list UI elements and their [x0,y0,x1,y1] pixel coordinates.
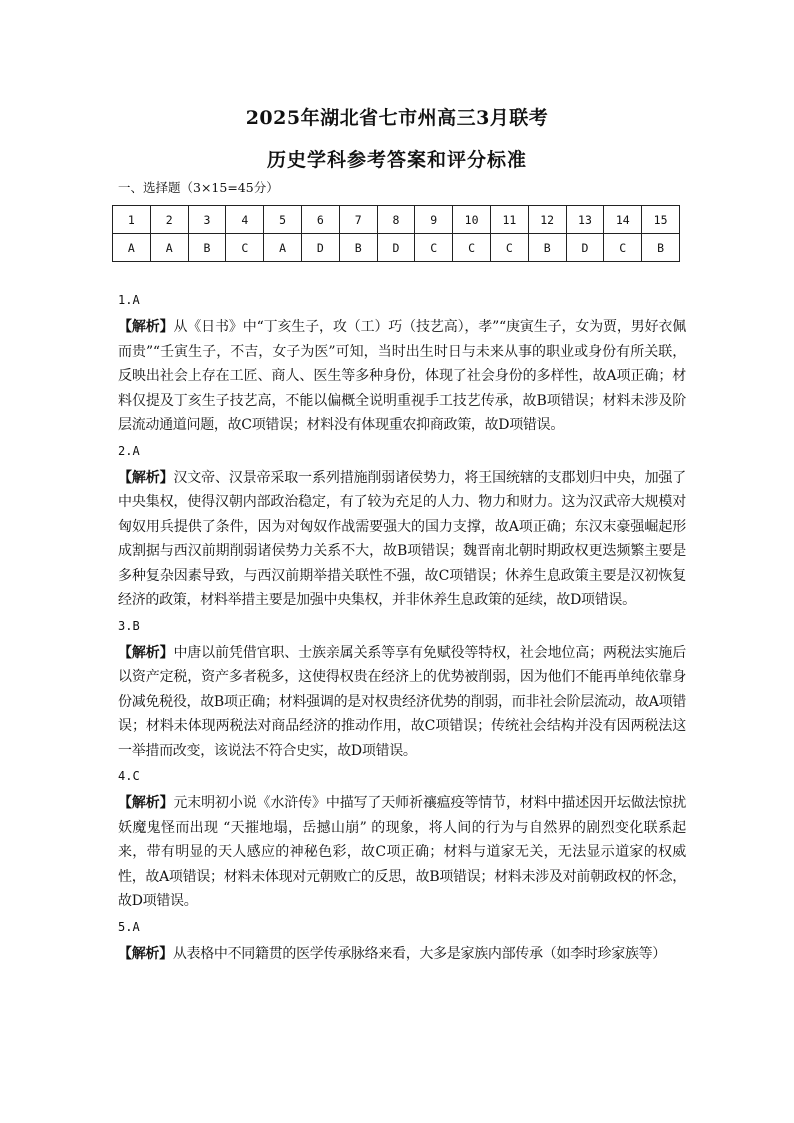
explanations [118,292,686,971]
question-number-cell: 2 [150,206,188,234]
question-number-cell: 5 [264,206,302,234]
question-number-cell: 14 [604,206,642,234]
explanation-paragraph [118,942,686,967]
explanation-text: 中唐以前凭借官职、士族亲属关系等享有免赋役等特权，社会地位高；两税法实施后以资产定税，资产多者税多，这使得权贵在经济上的优势被削弱，因为他们不能再单纯依靠身份减免税役，故B项正确；材料强调的是对权贵经济优势的削弱，而非社会阶层流动，故A项错误；材料未体现两税法对商品经济的推动作用，故C项错误；传统社会结构并没有因两税法这一举措而改变，该说法不符合史实，故D项错误。 [118,644,686,759]
question-number-cell: 9 [415,206,453,234]
question-number-cell: 7 [339,206,377,234]
section-heading: 一、选择题（3×15=45分） [118,180,279,195]
analysis-tag: 【解析】 [118,644,174,661]
answer-cell: A [113,234,151,262]
answer-table [112,205,680,262]
question-number-cell: 3 [188,206,226,234]
answer-table-number-row [113,206,680,234]
explanation-text: 从《日书》中“丁亥生子，攻（工）巧（技艺高），孝”“庚寅生子，女为贾，男好衣佩而贵”“壬寅生子，不吉，女子为医”可知，当时出生时日与未来从事的职业或身份有所关联，反映出社会上存在工匠、商人、医生等多种身份，体现了社会身份的多样性，故A项正确；材料仅提及丁亥生子技艺高，不能以偏概全说明重视手工技艺传承，故B项错误；材料未涉及阶层流动通道问题，故C项错误；材料没有体现重农抑商政策，故D项错误。 [118,319,686,433]
answer-cell: A [150,234,188,262]
analysis-tag: 【解析】 [118,319,174,335]
question-number-cell: 12 [528,206,566,234]
answer-cell: C [226,234,264,262]
question-label: 5.A [118,919,140,934]
analysis-tag: 【解析】 [118,945,173,962]
question-number-cell: 1 [113,206,151,234]
explanation-text: 元末明初小说《水浒传》中描写了天师祈禳瘟疫等情节，材料中描述因开坛做法惊扰妖魔鬼怪而出现 “天摧地塌，岳撼山崩” 的现象，将人间的行为与自然界的剧烈变化联系起来，带有明显的天人感应的神秘色彩，故C项正确；材料与道家无关，无法显示道家的权威性，故A项错误；材料未体现对元朝败亡的反思，故B项错误；材料未涉及对前朝政权的怀念，故D项错误。 [118,795,686,909]
answer-cell: B [528,234,566,262]
question-number-cell: 13 [566,206,604,234]
explanation-paragraph [118,641,686,764]
question-number-cell: 4 [226,206,264,234]
question-label: 2.A [118,443,140,458]
question-number-cell: 10 [453,206,491,234]
question-label: 4.C [118,769,140,783]
explanation-text: 从表格中不同籍贯的医学传承脉络来看，大多是家族内部传承（如李时珍家族等） [172,945,667,962]
page-title: 2025年湖北省七市州高三3月联考 [245,107,549,129]
analysis-tag: 【解析】 [118,469,174,486]
page-subtitle: 历史学科参考答案和评分标准 [266,149,527,171]
answer-cell: B [642,234,680,262]
analysis-tag: 【解析】 [118,795,174,811]
answer-cell: C [415,234,453,262]
question-number-cell: 15 [642,206,680,234]
answer-table-answer-row [113,234,680,262]
answer-cell: D [566,234,604,262]
question-number-cell: 8 [377,206,415,234]
answer-cell: C [453,234,491,262]
answer-cell: D [377,234,415,262]
answer-cell: B [339,234,377,262]
explanation-paragraph [118,466,686,613]
explanation-paragraph [118,315,686,438]
question-number-cell: 11 [490,206,528,234]
answer-cell: C [604,234,642,262]
answer-cell: B [188,234,226,262]
question-number-cell: 6 [301,206,339,234]
explanation-text: 汉文帝、汉景帝采取一系列措施削弱诸侯势力，将王国统辖的支郡划归中央，加强了中央集权，使得汉朝内部政治稳定，有了较为充足的人力、物力和财力。这为汉武帝大规模对匈奴用兵提供了条件，因为对匈奴作战需要强大的国力支撑，故A项正确；东汉末豪强崛起形成割据与西汉前期削弱诸侯势力关系不大，故B项错误；魏晋南北朝时期政权更迭频繁主要是多种复杂因素导致，与西汉前期举措关联性不强，故C项错误；休养生息政策主要是汉初恢复经济的政策，材料举措主要是加强中央集权，并非休养生息政策的延续，故D项错误。 [118,469,686,608]
answer-cell: D [301,234,339,262]
answer-cell: A [264,234,302,262]
answer-cell: C [490,234,528,262]
explanation-paragraph [118,791,686,914]
question-label: 3.B [118,618,140,633]
question-label: 1.A [118,293,140,307]
